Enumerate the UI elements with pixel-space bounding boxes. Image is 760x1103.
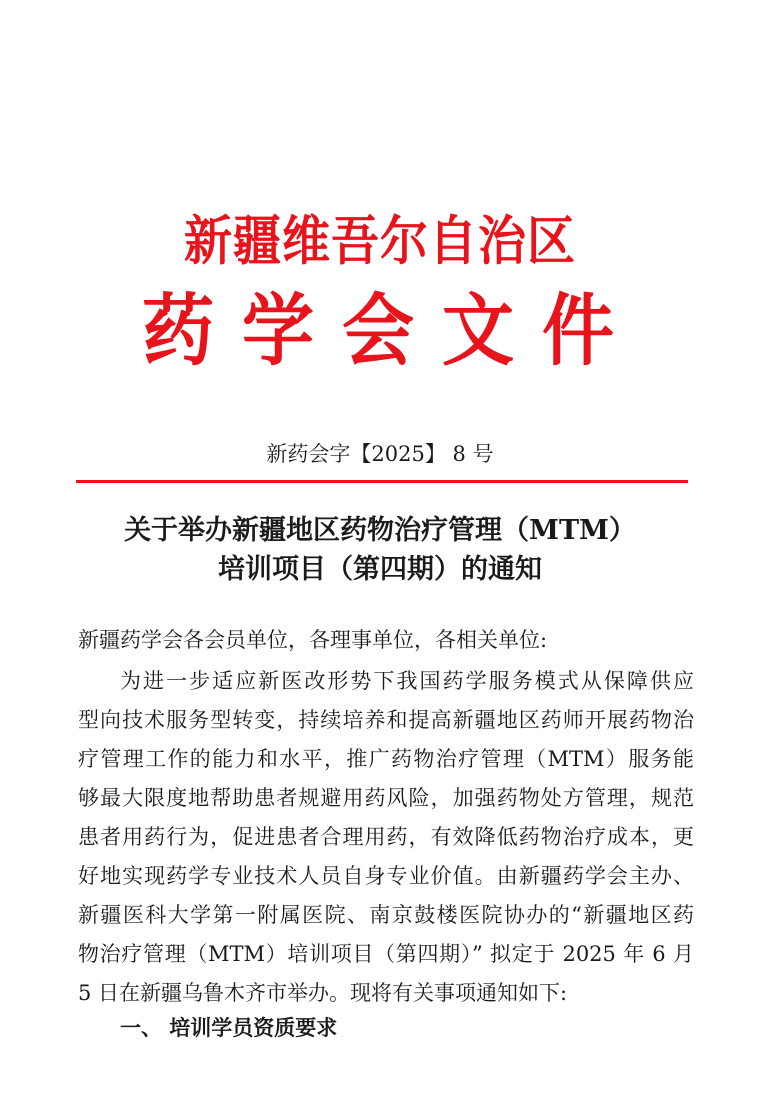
document-number: 新药会字【2025】 8 号 [266, 442, 494, 466]
document-type-heading: 药学会文件 [141, 284, 642, 376]
paragraph-line: 5 日在新疆乌鲁木齐市举办。现将有关事项通知如下: [78, 981, 568, 1005]
paragraph-line: 疗管理工作的能力和水平，推广药物治疗管理（MTM）服务能 [78, 747, 694, 771]
issuing-organization: 新疆维吾尔自治区 [183, 210, 576, 273]
paragraph-line: 型向技术服务型转变，持续培养和提高新疆地区药师开展药物治 [78, 708, 694, 732]
red-divider-line [76, 480, 688, 483]
notice-title-line-2: 培训项目（第四期）的通知 [218, 554, 542, 585]
paragraph-line: 新疆医科大学第一附属医院、南京鼓楼医院协办的“新疆地区药 [78, 903, 694, 927]
paragraph-line: 物治疗管理（MTM）培训项目（第四期）” 拟定于 2025 年 6 月 [78, 942, 694, 966]
notice-title-line-1: 关于举办新疆地区药物治疗管理（MTM） [124, 515, 636, 546]
salutation: 新疆药学会各会员单位，各理事单位，各相关单位: [78, 628, 548, 652]
paragraph-line: 为进一步适应新医改形势下我国药学服务模式从保障供应 [120, 669, 694, 693]
paragraph-line: 患者用药行为，促进患者合理用药，有效降低药物治疗成本，更 [78, 825, 694, 849]
paragraph-line: 够最大限度地帮助患者规避用药风险，加强药物处方管理，规范 [78, 786, 694, 810]
paragraph-line: 好地实现药学专业技术人员自身专业价值。由新疆药学会主办、 [78, 864, 694, 888]
section-heading: 一、 培训学员资质要求 [120, 1015, 338, 1040]
